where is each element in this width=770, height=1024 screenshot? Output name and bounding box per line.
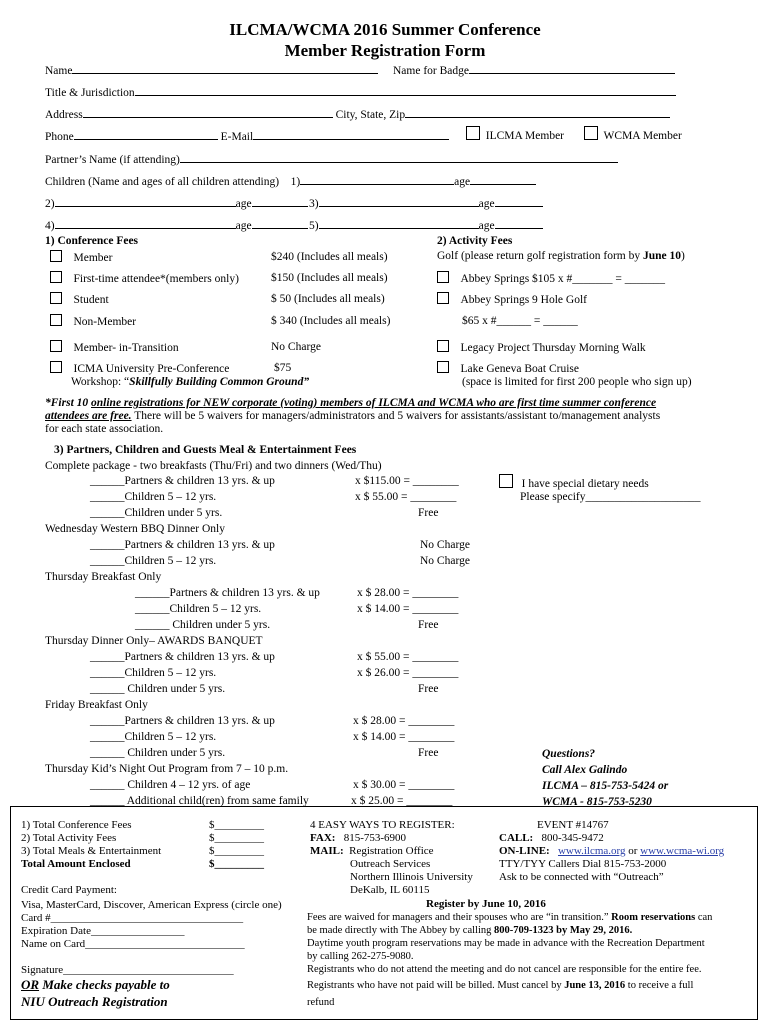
golf-deadline: June 10 [642, 250, 682, 262]
tty-line: TTY/TYY Callers Dial 815-753-2000 [499, 858, 667, 870]
note-lead: *First 10 [45, 397, 92, 409]
golf-note-end: ) [681, 250, 685, 262]
phone-label: Phone [45, 131, 74, 143]
note-waivers: There will be 5 waivers for managers/administrators and 5 waivers for assistants/assistant to/management analysts [131, 410, 661, 422]
refund-text: refund [307, 997, 335, 1008]
in-transition-checkbox[interactable] [50, 340, 62, 352]
fee-option-student [50, 292, 109, 307]
dietary-checkbox[interactable] [499, 474, 513, 488]
online-line [499, 844, 724, 858]
register-ways: 4 EASY WAYS TO REGISTER: [310, 819, 455, 831]
address-field[interactable] [83, 106, 333, 118]
legacy-label: Legacy Project Thursday Morning Walk [460, 342, 646, 354]
wed-partners-fee: No Charge [420, 539, 470, 551]
child-2-age[interactable] [252, 195, 308, 207]
checks-payable-line [21, 978, 170, 992]
credit-card-label: Credit Card Payment: [21, 884, 117, 896]
note-online: online registrations for [91, 397, 204, 409]
address-label: Address [45, 109, 83, 121]
cancel-policy [307, 979, 693, 993]
fri-breakfast-label: Friday Breakfast Only [45, 699, 148, 711]
call-number: 800-345-9472 [541, 832, 604, 844]
title-row [45, 84, 676, 100]
fee-amount: No Charge [271, 341, 321, 353]
card-number-field[interactable]: Card #___________________________________ [21, 912, 244, 924]
total-activity-label: 2) Total Activity Fees [21, 832, 117, 844]
child-3-age[interactable] [495, 195, 543, 207]
child-5-number: 5) [309, 220, 319, 232]
register-deadline: Register by June 10, 2016 [426, 898, 546, 910]
fax-line [310, 831, 406, 845]
name-row [45, 62, 378, 78]
youth-program-phone: by calling 262-275-9080. [307, 951, 414, 962]
fri-bf-children[interactable]: ______Children 5 – 12 yrs. [90, 731, 217, 743]
preconference-checkbox[interactable] [50, 361, 62, 373]
nine-hole-label: Abbey Springs 9 Hole Golf [460, 294, 587, 306]
legacy-walk-option [437, 340, 646, 355]
fri-bf-partners-fee: x $ 28.00 = ________ [353, 715, 455, 727]
age-label: age [235, 198, 252, 210]
mail-address-3: Northern Illinois University [350, 871, 473, 883]
cruise-label: Lake Geneva Boat Cruise [460, 363, 579, 375]
fri-bf-partners[interactable]: ______Partners & children 13 yrs. & up [90, 715, 275, 727]
email-label: E-Mail [220, 131, 254, 143]
fri-bf-children-fee: x $ 14.00 = ________ [353, 731, 455, 743]
thu-bf-under5-fee: Free [418, 619, 439, 631]
thu-dn-under5-fee: Free [418, 683, 439, 695]
abbey-label: Abbey Springs $105 x #_______ = _______ [460, 273, 666, 285]
package-under5-fee: Free [418, 507, 439, 519]
fee-option-label: Student [73, 294, 109, 306]
partner-field[interactable] [180, 151, 618, 163]
card-types[interactable]: Visa, MasterCard, Discover, American Express (circle one) [21, 899, 282, 911]
abbey-checkbox[interactable] [437, 271, 449, 283]
children-label: Children (Name and ages of all children attending) [45, 176, 280, 188]
complete-package-label: Complete package - two breakfasts (Thu/Fri) and two dinners (Wed/Thu) [45, 460, 382, 472]
event-number: EVENT #14767 [537, 819, 609, 831]
fee-option-non-member [50, 314, 136, 329]
workshop-line [71, 375, 309, 389]
age-label: age [478, 198, 495, 210]
thu-bf-partners-fee: x $ 28.00 = ________ [357, 587, 459, 599]
partner-label: Partner’s Name (if attending) [45, 154, 180, 166]
fri-bf-under5[interactable]: ______ Children under 5 yrs. [90, 747, 226, 759]
city-label: City, State, Zip [335, 109, 406, 121]
title-label: Title & Jurisdiction [45, 87, 135, 99]
children-row-3 [309, 195, 543, 211]
child-4-age[interactable] [252, 217, 308, 229]
tty-outreach: Ask to be connected with “Outreach” [499, 871, 664, 883]
kids-children-fee: x $ 30.00 = ________ [353, 779, 455, 791]
dietary-specify[interactable]: Please specify____________________ [520, 491, 701, 503]
package-under5[interactable]: ______Children under 5 yrs. [90, 507, 223, 519]
cancel-text: Registrants who have not paid will be billed. Must cancel by [307, 980, 565, 991]
no-show-policy: Registrants who do not attend the meeting and do not cancel are responsible for the entire fee. [307, 964, 702, 975]
fee-option-member [50, 250, 112, 265]
conference-fees-heading: 1) Conference Fees [45, 235, 139, 247]
form-subtitle: Member Registration Form [284, 41, 486, 60]
cancel-end: to receive a full [625, 980, 694, 991]
total-enclosed-label: Total Amount Enclosed [21, 858, 131, 870]
package-children[interactable]: ______Children 5 – 12 yrs. [90, 491, 217, 503]
thu-dn-children-fee: x $ 26.00 = ________ [357, 667, 459, 679]
cruise-checkbox[interactable] [437, 361, 449, 373]
questions-wcma-phone: WCMA - 815-753-5230 [542, 796, 652, 808]
fee-option-label: Member- in-Transition [73, 342, 179, 354]
fee-amount: $150 (Includes all meals) [271, 272, 388, 284]
questions-ilcma-phone: ILCMA – 815-753-5424 or [542, 780, 669, 792]
workshop-title: Skillfully Building Common Ground” [129, 376, 310, 388]
boat-cruise-option [437, 361, 579, 376]
first-ten-note-line1 [45, 396, 656, 410]
wed-children[interactable]: ______Children 5 – 12 yrs. [90, 555, 217, 567]
fee-amount: $ 50 (Includes all meals) [271, 293, 385, 305]
dietary-label: I have special dietary needs [521, 478, 649, 490]
thu-breakfast-label: Thursday Breakfast Only [45, 571, 162, 583]
first-time-checkbox[interactable] [50, 271, 62, 283]
thu-dn-partners-fee: x $ 55.00 = ________ [357, 651, 459, 663]
badge-label: Name for Badge [393, 65, 469, 77]
signature-field[interactable]: Signature_______________________________ [21, 964, 234, 976]
fee-option-first-time [50, 271, 239, 286]
ilcma-label: ILCMA Member [485, 130, 565, 142]
youth-program-line: Daytime youth program reservations may be made in advance with the Recreation Department [307, 938, 705, 949]
child-2-name[interactable] [55, 195, 236, 207]
name-on-card-field[interactable]: Name on Card_____________________________ [21, 938, 245, 950]
child-2-number: 2) [45, 198, 55, 210]
ilcma-checkbox[interactable] [466, 126, 480, 140]
activity-fees-heading: 2) Activity Fees [437, 235, 513, 247]
total-enclosed-field[interactable]: $_________ [209, 858, 264, 870]
room-reservations: Room reservations [611, 912, 696, 923]
questions-label: Questions? [542, 748, 596, 760]
nine-hole-fee: $65 x #______ = ______ [462, 315, 578, 327]
wcma-checkbox[interactable] [584, 126, 598, 140]
children-row-2 [45, 195, 308, 211]
fee-option-label: Non-Member [73, 316, 137, 328]
fax-label: FAX: [310, 832, 336, 844]
child-1-name[interactable] [300, 173, 454, 185]
cruise-note: (space is limited for first 200 people who sign up) [462, 376, 692, 388]
name-field[interactable] [72, 62, 378, 74]
fee-option-in-transition [50, 340, 179, 355]
first-ten-note-line3: for each state association. [45, 423, 164, 435]
member-checkbox[interactable] [50, 250, 62, 262]
golf-note-text: Golf (please return golf registration form by [437, 250, 643, 262]
package-partners[interactable]: ______Partners & children 13 yrs. & up [90, 475, 275, 487]
fees-waived-end: can [695, 912, 713, 923]
children-row-4 [45, 217, 308, 233]
checks-payee: NIU Outreach Registration [21, 994, 168, 1009]
total-meals-field[interactable]: $_________ [209, 845, 264, 857]
email-field[interactable] [253, 128, 449, 140]
ilcma-link[interactable]: www.ilcma.org [557, 845, 626, 857]
child-4-number: 4) [45, 220, 55, 232]
abbey-springs-option [437, 271, 665, 286]
mail-label: MAIL: [310, 845, 344, 857]
child-5-age[interactable] [495, 217, 543, 229]
expiration-field[interactable]: Expiration Date_________________ [21, 925, 185, 937]
cancel-deadline: June 13, 2016 [564, 980, 626, 991]
fee-option-label: Member [73, 252, 113, 264]
wcma-link[interactable]: www.wcma-wi.org [640, 845, 725, 857]
nine-hole-option [437, 292, 587, 307]
fee-option-preconference [50, 361, 229, 376]
mail-address-4: DeKalb, IL 60115 [350, 884, 430, 896]
total-conference-label: 1) Total Conference Fees [21, 819, 132, 831]
age-label: age [235, 220, 252, 232]
thu-bf-under5[interactable]: ______ Children under 5 yrs. [135, 619, 271, 631]
questions-contact: Call Alex Galindo [542, 764, 628, 776]
total-activity-field[interactable]: $_________ [209, 832, 264, 844]
fee-amount: $75 [274, 362, 292, 374]
fee-option-label: First-time attendee*(members only) [73, 273, 239, 285]
fee-option-label: ICMA University Pre-Conference [73, 363, 230, 375]
golf-note [437, 249, 685, 263]
kids-additional-fee: x $ 25.00 = ________ [351, 795, 453, 807]
phone-field[interactable] [74, 128, 218, 140]
abbey-text: be made directly with The Abbey by calling [307, 925, 495, 936]
thu-dn-partners[interactable]: ______Partners & children 13 yrs. & up [90, 651, 275, 663]
call-line [499, 831, 604, 845]
checks-or: OR [21, 977, 40, 992]
phone-row [45, 128, 449, 144]
child-5-name[interactable] [319, 217, 479, 229]
call-label: CALL: [499, 832, 534, 844]
age-label: age [454, 176, 471, 188]
legacy-checkbox[interactable] [437, 340, 449, 352]
ilcma-member-option [466, 126, 564, 143]
badge-field[interactable] [469, 62, 675, 74]
fax-number: 815-753-6900 [343, 832, 407, 844]
abbey-reservation-line [307, 924, 632, 938]
or-text: or [628, 845, 638, 857]
wed-partners[interactable]: ______Partners & children 13 yrs. & up [90, 539, 275, 551]
total-conference-field[interactable]: $_________ [209, 819, 264, 831]
thu-bf-partners[interactable]: ______Partners & children 13 yrs. & up [135, 587, 320, 599]
fee-amount: $240 (Includes all meals) [271, 251, 388, 263]
partner-row [45, 151, 618, 167]
fees-waived-text: Fees are waived for managers and their spouses who are “in transition.” [307, 912, 612, 923]
child-3-number: 3) [309, 198, 319, 210]
wed-bbq-label: Wednesday Western BBQ Dinner Only [45, 523, 225, 535]
note-new-members: NEW corporate (voting) members of ILCMA and WCMA who are first time summer conference [203, 397, 657, 409]
thu-dinner-label: Thursday Dinner Only– AWARDS BANQUET [45, 635, 263, 647]
kids-additional[interactable]: ______ Additional child(ren) from same family [90, 795, 309, 807]
dietary-option [499, 474, 649, 491]
fees-waived-line [307, 911, 712, 925]
thu-bf-children[interactable]: ______Children 5 – 12 yrs. [135, 603, 262, 615]
children-row-5 [309, 217, 543, 233]
thu-dn-children[interactable]: ______Children 5 – 12 yrs. [90, 667, 217, 679]
kids-children[interactable]: ______ Children 4 – 12 yrs. of age [90, 779, 251, 791]
abbey-phone-deadline: 800-709-1323 by May 29, 2016. [494, 925, 633, 936]
mail-address-2: Outreach Services [350, 858, 431, 870]
fri-bf-under5-fee: Free [418, 747, 439, 759]
age-label: age [478, 220, 495, 232]
wed-children-fee: No Charge [420, 555, 470, 567]
name-label: Name [45, 65, 73, 77]
online-label: ON-LINE: [499, 845, 550, 857]
package-children-fee: x $ 55.00 = ________ [355, 491, 457, 503]
total-meals-label: 3) Total Meals & Entertainment [21, 845, 162, 857]
wcma-label: WCMA Member [603, 130, 682, 142]
thu-bf-children-fee: x $ 14.00 = ________ [357, 603, 459, 615]
workshop-prefix: Workshop: “ [71, 376, 130, 388]
mail-line [310, 844, 434, 858]
student-checkbox[interactable] [50, 292, 62, 304]
fee-amount: $ 340 (Includes all meals) [271, 315, 391, 327]
child-1-age[interactable] [470, 173, 536, 185]
non-member-checkbox[interactable] [50, 314, 62, 326]
thu-dn-under5[interactable]: ______ Children under 5 yrs. [90, 683, 226, 695]
meals-heading: 3) Partners, Children and Guests Meal & Entertainment Fees [54, 444, 357, 456]
children-row-1 [45, 173, 536, 189]
child-1-number: 1) [290, 176, 301, 188]
note-free: attendees are free. [45, 410, 132, 422]
title-field[interactable] [135, 84, 676, 96]
child-3-name[interactable] [319, 195, 479, 207]
address-row [45, 106, 670, 122]
checks-payable-text: Make checks payable to [39, 977, 170, 992]
kids-night-label: Thursday Kid’s Night Out Program from 7 – 10 p.m. [45, 763, 289, 775]
city-field[interactable] [405, 106, 670, 118]
package-partners-fee: x $115.00 = ________ [355, 475, 459, 487]
form-title: ILCMA/WCMA 2016 Summer Conference [229, 20, 541, 39]
nine-hole-checkbox[interactable] [437, 292, 449, 304]
mail-address-1: Registration Office [349, 845, 434, 857]
badge-row [393, 62, 675, 78]
child-4-name[interactable] [55, 217, 236, 229]
wcma-member-option [584, 126, 682, 143]
first-ten-note-line2 [45, 409, 660, 423]
